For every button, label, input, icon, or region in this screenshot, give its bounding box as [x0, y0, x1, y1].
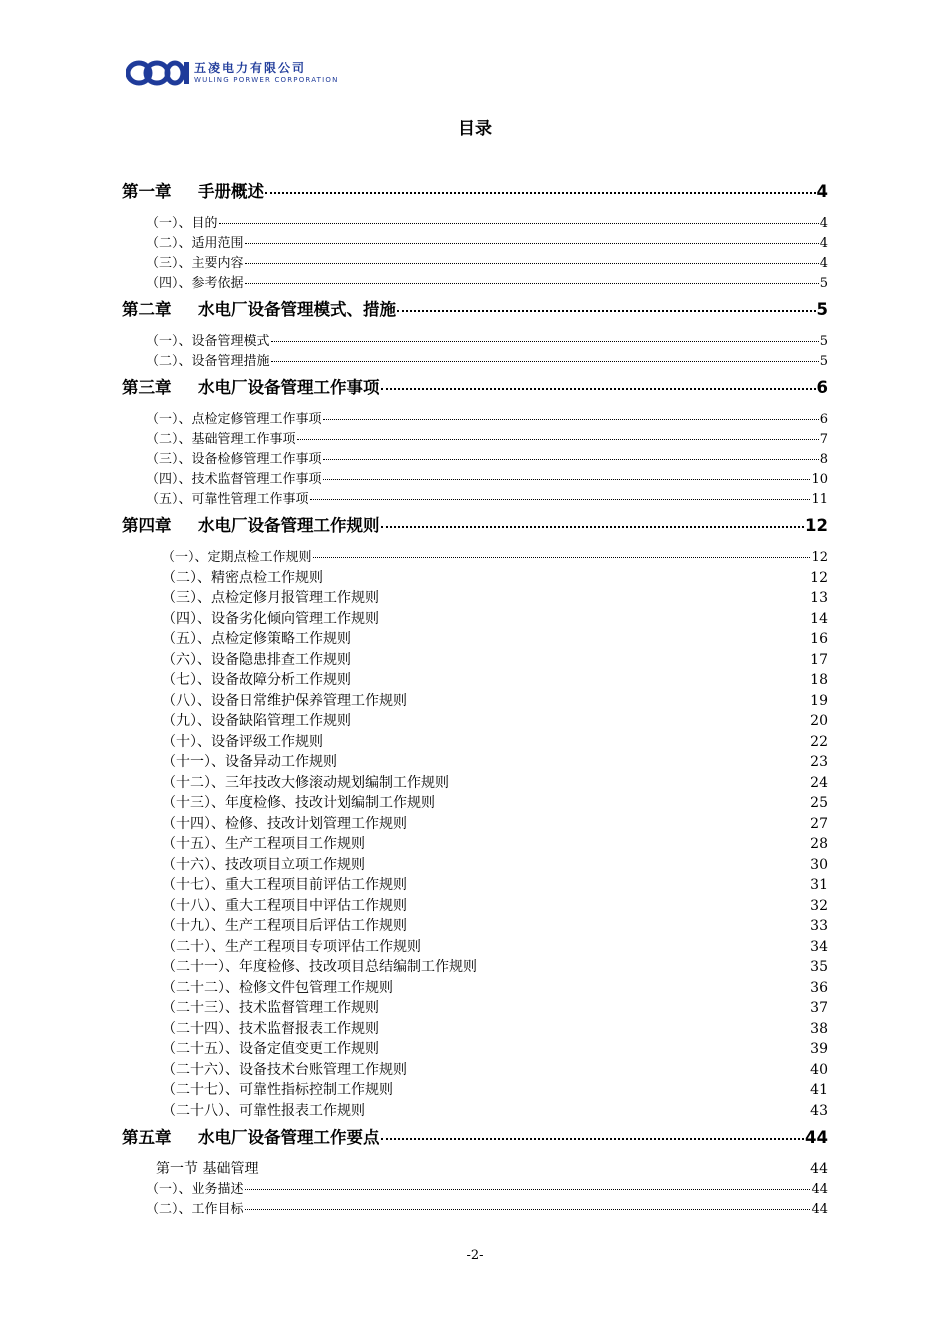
entry-label: （十二）、三年技改大修滚动规划编制工作规则 — [162, 774, 449, 791]
page-number: 4 — [819, 236, 828, 251]
entry-label: （四）、参考依据 — [146, 276, 244, 291]
entry-label: （二十四）、技术监督报表工作规则 — [162, 1020, 379, 1037]
page-title: 目录 — [458, 119, 492, 139]
dot-leader — [271, 341, 819, 342]
chapter-title: 水电厂设备管理工作规则 — [198, 516, 380, 535]
entry-label: （二十一）、年度检修、技改项目总结编制工作规则 — [162, 959, 477, 975]
page-number: 6 — [816, 378, 828, 397]
toc-entry[interactable] — [122, 813, 828, 834]
toc-entry[interactable] — [122, 997, 828, 1018]
entry-label: （三）、点检定修月报管理工作规则 — [162, 590, 379, 606]
company-name-en: WULING PORWER CORPORATION — [194, 76, 339, 84]
page-number: 4 — [819, 256, 828, 271]
page-number: 7 — [819, 432, 828, 447]
toc-entry[interactable] — [122, 649, 828, 670]
toc-entry[interactable] — [122, 1038, 828, 1059]
entry-label: （二十八）、可靠性报表工作规则 — [162, 1102, 365, 1119]
toc-chapter-2[interactable] — [122, 296, 828, 326]
toc-entry[interactable] — [122, 977, 828, 998]
entry-label: （七）、设备故障分析工作规则 — [162, 672, 351, 688]
page-number: 19 — [810, 692, 828, 709]
page-number: 12 — [811, 550, 828, 565]
page-number: 14 — [810, 610, 828, 627]
chapter-title: 水电厂设备管理模式、措施 — [198, 300, 396, 319]
toc-entry[interactable] — [122, 408, 828, 428]
page-number: 6 — [819, 412, 828, 427]
toc-entry[interactable] — [122, 1059, 828, 1080]
page-number: 24 — [810, 774, 828, 791]
toc-entry[interactable] — [122, 448, 828, 468]
chapter-number: 第三章 — [122, 378, 172, 397]
entry-label: （八）、设备日常维护保养管理工作规则 — [162, 692, 407, 709]
page-number: 8 — [819, 452, 828, 467]
entry-label: （二）、适用范围 — [146, 236, 244, 251]
dot-leader — [245, 1209, 811, 1210]
toc-entry[interactable] — [122, 428, 828, 448]
page-number: 12 — [805, 516, 828, 535]
toc-entry[interactable] — [122, 350, 828, 370]
page-number: 18 — [810, 672, 828, 688]
toc-entry[interactable] — [122, 874, 828, 895]
toc-chapter-1[interactable] — [122, 178, 828, 208]
toc-entry[interactable] — [122, 792, 828, 813]
toc-entry[interactable] — [122, 1158, 828, 1178]
toc-entry[interactable] — [122, 1198, 828, 1218]
entry-label: （三）、设备检修管理工作事项 — [146, 452, 322, 467]
page-number: 20 — [810, 713, 828, 729]
page-number: 43 — [810, 1102, 828, 1119]
entry-label: （一）、设备管理模式 — [146, 334, 270, 349]
chapter-number: 第一章 — [122, 182, 172, 201]
entry-label: （十五）、生产工程项目工作规则 — [162, 836, 365, 852]
dot-leader — [323, 459, 819, 460]
dot-leader — [245, 283, 819, 284]
page-number: 22 — [810, 733, 828, 750]
chapter-title: 手册概述 — [198, 182, 264, 201]
chapter-number: 第四章 — [122, 516, 172, 535]
entry-label: （二十五）、设备定值变更工作规则 — [162, 1041, 379, 1057]
entry-label: （六）、设备隐患排查工作规则 — [162, 651, 351, 668]
toc-entry[interactable] — [122, 936, 828, 957]
page-number: 32 — [810, 897, 828, 914]
entry-label: （一）、业务描述 — [146, 1182, 244, 1197]
page-number: 31 — [810, 877, 828, 893]
page-number: 17 — [810, 651, 828, 668]
entry-label: （二）、精密点检工作规则 — [162, 569, 323, 586]
toc-entry[interactable] — [122, 690, 828, 711]
page-number: 38 — [810, 1020, 828, 1037]
entry-label: （四）、设备劣化倾向管理工作规则 — [162, 610, 379, 627]
entry-label: （二）、设备管理措施 — [146, 354, 270, 369]
chapter-number: 第二章 — [122, 300, 172, 319]
dot-leader — [265, 192, 816, 194]
dot-leader — [271, 361, 819, 362]
page-number: 37 — [810, 1000, 828, 1016]
page-number: 40 — [810, 1061, 828, 1078]
toc-chapter-5[interactable] — [122, 1124, 828, 1154]
chapter-title: 水电厂设备管理工作要点 — [198, 1128, 380, 1147]
dot-leader — [323, 479, 811, 480]
page-number: 44 — [811, 1182, 828, 1197]
entry-label: 第一节 基础管理 — [156, 1161, 259, 1177]
page-number: 28 — [810, 836, 828, 852]
toc-entry[interactable] — [122, 772, 828, 793]
page-number: 25 — [810, 795, 828, 811]
toc-entry[interactable] — [122, 895, 828, 916]
dot-leader — [245, 263, 819, 264]
toc-entry[interactable] — [122, 567, 828, 588]
wuling-logo-icon — [126, 58, 190, 88]
toc-entry[interactable] — [122, 330, 828, 350]
page-number: 13 — [810, 590, 828, 606]
page-number: 36 — [810, 979, 828, 996]
page-number: 12 — [810, 569, 828, 586]
dot-leader — [219, 223, 819, 224]
entry-label: （二十七）、可靠性指标控制工作规则 — [162, 1082, 393, 1098]
entry-label: （一）、点检定修管理工作事项 — [146, 412, 322, 427]
page-number: 33 — [810, 918, 828, 934]
page-number: 35 — [810, 959, 828, 975]
page-header — [126, 58, 339, 88]
toc-entry[interactable] — [122, 915, 828, 936]
entry-label: （二十二）、检修文件包管理工作规则 — [162, 979, 393, 996]
page-number: 44 — [810, 1161, 828, 1177]
page-number: 5 — [816, 300, 828, 319]
entry-label: （九）、设备缺陷管理工作规则 — [162, 713, 351, 729]
entry-label: （二）、基础管理工作事项 — [146, 432, 296, 447]
page-number: 4 — [819, 216, 828, 231]
page-footer-number: -2- — [466, 1248, 484, 1263]
dot-leader — [323, 419, 819, 420]
page-number: 11 — [811, 492, 828, 507]
entry-label: （十四）、检修、技改计划管理工作规则 — [162, 815, 407, 832]
entry-label: （二十）、生产工程项目专项评估工作规则 — [162, 938, 421, 955]
toc-chapter-4[interactable] — [122, 512, 828, 542]
dot-leader — [381, 388, 816, 390]
toc-entry[interactable] — [122, 587, 828, 608]
toc-entry[interactable] — [122, 232, 828, 252]
page-number: 44 — [805, 1128, 828, 1147]
toc-entry[interactable] — [122, 212, 828, 232]
page-number: 30 — [810, 856, 828, 873]
entry-label: （一）、定期点检工作规则 — [162, 550, 312, 565]
entry-label: （十）、设备评级工作规则 — [162, 733, 323, 750]
toc-entry[interactable] — [122, 252, 828, 272]
toc-entry[interactable] — [122, 956, 828, 977]
entry-label: （二十三）、技术监督管理工作规则 — [162, 1000, 379, 1016]
dot-leader — [245, 1189, 811, 1190]
toc-entry[interactable] — [122, 468, 828, 488]
dot-leader — [313, 557, 811, 558]
toc-entry[interactable] — [122, 1018, 828, 1039]
entry-label: （十九）、生产工程项目后评估工作规则 — [162, 918, 407, 934]
toc-entry[interactable] — [122, 854, 828, 875]
entry-label: （四）、技术监督管理工作事项 — [146, 472, 322, 487]
toc-entry[interactable] — [122, 1178, 828, 1198]
toc-chapter-3[interactable] — [122, 374, 828, 404]
page-number: 34 — [810, 938, 828, 955]
entry-label: （二十六）、设备技术台账管理工作规则 — [162, 1061, 407, 1078]
dot-leader — [310, 499, 811, 500]
dot-leader — [297, 439, 819, 440]
entry-label: （十八）、重大工程项目中评估工作规则 — [162, 897, 407, 914]
entry-label: （三）、主要内容 — [146, 256, 244, 271]
chapter-title: 水电厂设备管理工作事项 — [198, 378, 380, 397]
toc-entry[interactable] — [122, 272, 828, 292]
entry-label: （一）、目的 — [146, 216, 218, 231]
page-number: 10 — [811, 472, 828, 487]
page-number: 44 — [811, 1202, 828, 1217]
page-number: 5 — [819, 354, 828, 369]
toc-entry[interactable] — [122, 1079, 828, 1100]
page-number: 27 — [810, 815, 828, 832]
entry-label: （二）、工作目标 — [146, 1202, 244, 1217]
table-of-contents — [122, 174, 828, 1218]
toc-entry[interactable] — [122, 731, 828, 752]
page-number: 4 — [816, 182, 828, 201]
entry-label: （十一）、设备异动工作规则 — [162, 754, 337, 770]
toc-entry[interactable] — [122, 710, 828, 731]
page-number: 5 — [819, 334, 828, 349]
page-number: 41 — [810, 1082, 828, 1098]
toc-entry[interactable] — [122, 628, 828, 649]
company-name-cn: 五凌电力有限公司 — [194, 61, 307, 75]
entry-label: （五）、可靠性管理工作事项 — [146, 492, 309, 507]
toc-entry[interactable] — [122, 669, 828, 690]
toc-entry[interactable] — [122, 546, 828, 567]
dot-leader — [381, 526, 805, 528]
entry-label: （五）、点检定修策略工作规则 — [162, 631, 351, 647]
chapter-number: 第五章 — [122, 1128, 172, 1147]
entry-label: （十七）、重大工程项目前评估工作规则 — [162, 877, 407, 893]
toc-entry[interactable] — [122, 608, 828, 629]
dot-leader — [245, 243, 819, 244]
dot-leader — [381, 1138, 805, 1140]
page-number: 39 — [810, 1041, 828, 1057]
toc-entry[interactable] — [122, 1100, 828, 1121]
entry-label: （十三）、年度检修、技改计划编制工作规则 — [162, 795, 435, 811]
page-number: 5 — [819, 276, 828, 291]
page-number: 23 — [810, 754, 828, 770]
toc-entry[interactable] — [122, 833, 828, 854]
toc-entry[interactable] — [122, 751, 828, 772]
dot-leader — [397, 310, 816, 312]
entry-label: （十六）、技改项目立项工作规则 — [162, 856, 365, 873]
page-number: 16 — [810, 631, 828, 647]
toc-entry[interactable] — [122, 488, 828, 508]
